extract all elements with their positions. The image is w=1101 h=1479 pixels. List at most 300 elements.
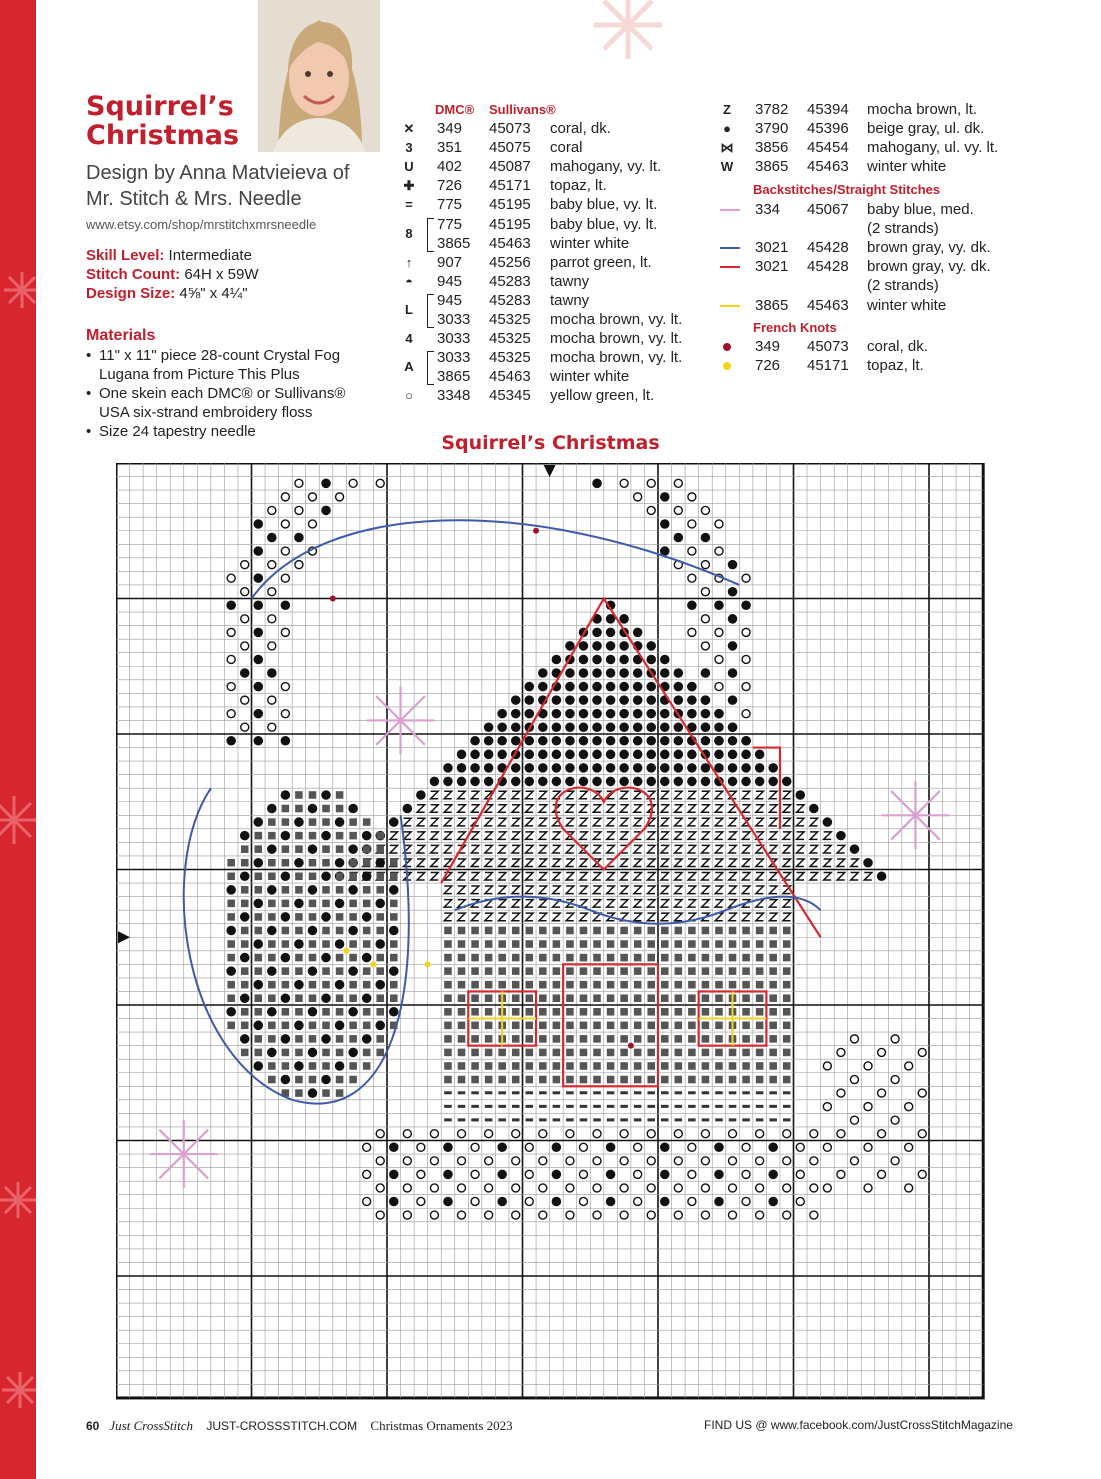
stitch-dark <box>619 709 629 719</box>
key-row <box>402 329 702 348</box>
stitch-brown <box>241 859 249 867</box>
stitch-brown <box>363 1049 371 1057</box>
stitch-brown <box>227 1022 235 1030</box>
stitch-dark <box>254 519 264 529</box>
stitch-dark <box>592 750 602 760</box>
stitch-brown <box>566 1076 574 1084</box>
stitch-brown <box>282 900 290 908</box>
materials-heading: Materials <box>86 327 156 344</box>
stitch-blue <box>498 1118 506 1121</box>
stitch-brown <box>349 954 357 962</box>
key-color-name: mocha brown, vy. lt. <box>550 311 683 328</box>
stitch-dark <box>281 736 291 746</box>
stitch-dark <box>646 777 656 787</box>
stitch-dark <box>660 655 670 665</box>
stitch-dark <box>606 641 616 651</box>
stitch-brown <box>607 994 615 1002</box>
stitch-brown <box>526 1022 534 1030</box>
stitch-brown <box>756 954 764 962</box>
stitch-dark <box>741 763 751 773</box>
stitch-brown <box>647 967 655 975</box>
stitch-dark <box>281 953 291 963</box>
stitch-brown <box>471 981 479 989</box>
key-sullivans: 45195 <box>489 196 531 214</box>
stitch-brown <box>363 940 371 948</box>
stitch-dark <box>565 763 575 773</box>
stitch-brown <box>512 981 520 989</box>
stitch-dark <box>863 858 873 868</box>
stitch-brown <box>498 940 506 948</box>
stitch-brown <box>512 1008 520 1016</box>
stitch-blue <box>661 1118 669 1121</box>
stitch-dark <box>579 722 589 732</box>
stitch-dark <box>294 533 304 543</box>
stitch-brown <box>553 927 561 935</box>
stitch-dark <box>592 641 602 651</box>
key-row <box>402 138 702 157</box>
stitch-dark <box>755 750 765 760</box>
stitch-brown <box>485 1076 493 1084</box>
stitch-brown <box>485 994 493 1002</box>
stitch-blue <box>647 1091 655 1094</box>
stitch-brown <box>268 873 276 881</box>
stitch-brown <box>322 967 330 975</box>
stitch-brown <box>282 981 290 989</box>
key-sullivans: 45087 <box>489 158 531 176</box>
stitch-brown <box>593 1062 601 1070</box>
stitch-brown <box>268 994 276 1002</box>
stitch-brown <box>458 1022 466 1030</box>
stitch-dark <box>619 614 629 624</box>
stitch-brown <box>675 954 683 962</box>
stitch-brown <box>322 805 330 813</box>
stitch-brown <box>715 1035 723 1043</box>
stitch-brown <box>742 1062 750 1070</box>
stitch-blue <box>471 1091 479 1094</box>
stitch-brown <box>729 981 737 989</box>
stitch-dark <box>321 831 331 841</box>
stitch-brown <box>376 1035 384 1043</box>
stitch-brown <box>742 1076 750 1084</box>
stitch-dark <box>768 1170 778 1180</box>
stitch-dark <box>525 695 535 705</box>
key-color-name: brown gray, vy. dk. <box>867 258 991 276</box>
stitch-dark <box>646 763 656 773</box>
stitch-brown <box>539 1062 547 1070</box>
stitch-brown <box>634 1035 642 1043</box>
key-dmc: 349 <box>437 120 463 137</box>
stitch-blue <box>512 1091 520 1094</box>
stitch-brown <box>268 940 276 948</box>
stitch-dark <box>525 682 535 692</box>
stitch-dark <box>660 1170 670 1180</box>
stitch-brown <box>742 927 750 935</box>
stitch-brown <box>282 1008 290 1016</box>
stitch-dark <box>457 763 467 773</box>
key-dmc: 3790 <box>755 120 789 138</box>
stitch-brown <box>376 873 384 881</box>
stitch-brown <box>485 1035 493 1043</box>
sullivans-header: Sullivans® <box>489 102 556 117</box>
stitch-dark <box>294 1021 304 1031</box>
stitch-brown <box>688 1008 696 1016</box>
stitch-blue <box>566 1091 574 1094</box>
stitch-dark <box>579 736 589 746</box>
stitch-brown <box>526 1035 534 1043</box>
stitch-blue <box>715 1091 723 1094</box>
stitch-brown <box>688 927 696 935</box>
stitch-dark <box>646 722 656 732</box>
stitch-dark <box>267 844 277 854</box>
stitch-brown <box>580 1076 588 1084</box>
stitch-dark <box>497 750 507 760</box>
stitch-brown <box>363 900 371 908</box>
stitch-brown <box>688 1076 696 1084</box>
stitch-dark <box>294 899 304 909</box>
stitch-brown <box>675 1022 683 1030</box>
stitch-brown <box>268 1062 276 1070</box>
stitch-blue <box>647 1105 655 1108</box>
stitch-dark <box>552 709 562 719</box>
stitch-brown <box>742 1008 750 1016</box>
stitch-dark <box>728 587 738 597</box>
stitch-brown <box>376 845 384 853</box>
stitch-dark <box>281 790 291 800</box>
stitch-brown <box>295 832 303 840</box>
stitch-brown <box>241 1022 249 1030</box>
key-dmc: 775 <box>437 215 463 233</box>
stitch-blue <box>647 1118 655 1121</box>
stitch-brown <box>349 1076 357 1084</box>
key-color-name: mahogany, vy. lt. <box>550 158 662 176</box>
stitch-dark <box>281 993 291 1003</box>
stitch-dark <box>538 722 548 732</box>
stitch-blue <box>580 1118 588 1121</box>
stitch-brown <box>363 818 371 826</box>
stitch-brown <box>580 954 588 962</box>
key-sullivans: 45463 <box>807 296 849 314</box>
stitch-brown <box>702 981 710 989</box>
stitch-dark <box>579 668 589 678</box>
stitch-dark <box>308 1048 318 1058</box>
stitch-brown <box>471 1022 479 1030</box>
stitch-brown <box>471 967 479 975</box>
stitch-dark <box>633 709 643 719</box>
key-sullivans: 45463 <box>489 234 531 252</box>
stitch-brown <box>769 1076 777 1084</box>
stitch-blue <box>769 1118 777 1121</box>
stitch-blue <box>715 1118 723 1121</box>
stitch-blue <box>607 1105 615 1108</box>
stitch-brown <box>661 1076 669 1084</box>
stitch-dark <box>321 1075 331 1085</box>
stitch-brown <box>620 1062 628 1070</box>
stitch-brown <box>227 873 235 881</box>
stitch-brown <box>688 981 696 989</box>
stitch-brown <box>282 927 290 935</box>
stitch-brown <box>282 859 290 867</box>
stitch-dark <box>606 1143 616 1153</box>
color-key-right <box>720 100 1030 390</box>
stitch-brown <box>634 1008 642 1016</box>
stitch-brown <box>349 981 357 989</box>
stitch-brown <box>783 994 791 1002</box>
stitch-dark <box>741 736 751 746</box>
stitch-brown <box>580 1022 588 1030</box>
stitch-dark <box>579 777 589 787</box>
stitch-brown <box>309 940 317 948</box>
key-dmc: 775 <box>437 196 463 214</box>
french-knot-row <box>720 337 1030 356</box>
stitch-brown <box>702 1022 710 1030</box>
stitch-brown <box>336 886 344 894</box>
stitch-dark <box>470 750 480 760</box>
key-symbol: 8 <box>405 225 413 241</box>
stitch-brown <box>580 1062 588 1070</box>
stitch-dark <box>511 709 521 719</box>
stitch-brown <box>756 1062 764 1070</box>
stitch-brown <box>553 1022 561 1030</box>
stitch-brown <box>322 845 330 853</box>
stitch-dark <box>525 763 535 773</box>
stitch-dark <box>267 885 277 895</box>
stitch-dark <box>755 763 765 773</box>
stitch-dark <box>294 858 304 868</box>
stitch-brown <box>241 886 249 894</box>
stitch-dark <box>606 777 616 787</box>
stitch-dark <box>254 628 264 638</box>
stitch-dark <box>362 831 372 841</box>
stitch-dark <box>335 939 345 949</box>
stitch-brown <box>309 1076 317 1084</box>
stitch-brown <box>268 913 276 921</box>
stitch-brown <box>376 1008 384 1016</box>
stitch-dark <box>782 777 792 787</box>
stitch-brown <box>498 954 506 962</box>
stitch-dark <box>375 899 385 909</box>
stitch-brown <box>702 994 710 1002</box>
stitch-dark <box>470 777 480 787</box>
stitch-brown <box>268 954 276 962</box>
stitch-dark <box>335 1021 345 1031</box>
stitch-dark <box>579 750 589 760</box>
stitch-brown <box>309 900 317 908</box>
stitch-dark <box>633 668 643 678</box>
stitch-brown <box>647 954 655 962</box>
stitch-dark <box>728 695 738 705</box>
stitch-brown <box>227 981 235 989</box>
key-color-name: parrot green, lt. <box>550 253 652 271</box>
stitch-dark <box>728 750 738 760</box>
stitch-brown <box>322 927 330 935</box>
key-color-name: winter white <box>867 158 947 176</box>
stitch-brown <box>526 994 534 1002</box>
stitch-brown <box>729 1062 737 1070</box>
stitch-blue <box>661 1105 669 1108</box>
stitch-brown <box>526 1062 534 1070</box>
stitch-brown <box>634 940 642 948</box>
stitch-dark <box>809 804 819 814</box>
stitch-brown <box>241 845 249 853</box>
stitch-brown <box>715 1076 723 1084</box>
stitch-dark <box>389 1170 399 1180</box>
stitch-dark <box>321 993 331 1003</box>
key-sullivans: 45454 <box>807 139 849 157</box>
stitch-brown <box>647 1076 655 1084</box>
key-sullivans: 45195 <box>489 215 531 233</box>
stitch-brown <box>336 994 344 1002</box>
key-color-name: brown gray, vy. dk. <box>867 239 991 257</box>
stitch-brown <box>444 954 452 962</box>
footer-facebook[interactable]: FIND US @ www.facebook.com/JustCrossStitchMagazine <box>704 1418 1013 1432</box>
stitch-dark <box>728 736 738 746</box>
stitch-brown <box>336 1089 344 1097</box>
key-row <box>402 310 702 329</box>
design-size <box>86 284 259 303</box>
stitch-dark <box>511 736 521 746</box>
stitch-brown <box>512 1049 520 1057</box>
stitch-dark <box>619 722 629 732</box>
key-symbol: ✕ <box>403 121 415 136</box>
stitch-blue <box>512 1105 520 1108</box>
stitch-brown <box>675 1076 683 1084</box>
stitch-brown <box>756 981 764 989</box>
stitch-brown <box>295 954 303 962</box>
stitch-brown <box>268 859 276 867</box>
stitch-brown <box>553 1049 561 1057</box>
key-symbol: ⋈ <box>720 140 734 156</box>
key-sullivans: 45463 <box>807 158 849 176</box>
stitch-dark <box>497 1143 507 1153</box>
key-dmc: 334 <box>755 201 781 218</box>
snowflake-decoration-icon <box>0 0 36 1479</box>
stitch-brown <box>336 967 344 975</box>
stitch-brown <box>756 994 764 1002</box>
stitch-blue <box>634 1118 642 1121</box>
stitch-brown <box>647 1062 655 1070</box>
stitch-dark <box>619 763 629 773</box>
stitch-brown <box>715 981 723 989</box>
stitch-brown <box>580 940 588 948</box>
stitch-dark <box>674 777 684 787</box>
stitch-brown <box>255 845 263 853</box>
stitch-brown <box>282 845 290 853</box>
stitch-brown <box>458 967 466 975</box>
stitch-dark <box>633 777 643 787</box>
stitch-dark <box>375 939 385 949</box>
key-dmc: 726 <box>755 357 781 375</box>
stitch-blue <box>702 1091 710 1094</box>
stitch-brown <box>715 927 723 935</box>
stitch-brown <box>688 940 696 948</box>
key-color-name: winter white <box>550 368 630 386</box>
stitch-brown <box>539 1008 547 1016</box>
stitch-dark <box>687 777 697 787</box>
stitch-brown <box>322 1049 330 1057</box>
stitch-brown <box>309 791 317 799</box>
stitch-dark <box>281 601 291 611</box>
stitch-brown <box>295 927 303 935</box>
stitch-brown <box>607 1022 615 1030</box>
stitch-dark <box>362 872 372 882</box>
stitch-brown <box>444 940 452 948</box>
stitch-brown <box>647 1022 655 1030</box>
stitch-dark <box>741 601 751 611</box>
stitch-blue <box>485 1105 493 1108</box>
stitch-dark <box>701 709 711 719</box>
stitch-dark <box>254 736 264 746</box>
stitch-blue <box>580 1105 588 1108</box>
backstitch-swatch <box>720 209 740 211</box>
stitch-brown <box>634 994 642 1002</box>
stitch-brown <box>580 994 588 1002</box>
stitch-brown <box>566 1062 574 1070</box>
stitch-blue <box>620 1091 628 1094</box>
stitch-brown <box>742 994 750 1002</box>
stitch-brown <box>349 1022 357 1030</box>
stitch-brown <box>702 927 710 935</box>
stitch-brown <box>282 940 290 948</box>
stitch-dark <box>606 668 616 678</box>
stitch-dark <box>484 777 494 787</box>
stitch-brown <box>539 1049 547 1057</box>
stitch-brown <box>282 886 290 894</box>
stitch-blue <box>553 1118 561 1121</box>
key-sullivans: 45325 <box>489 330 531 348</box>
key-row <box>402 119 702 138</box>
key-color-name: winter white <box>867 296 947 314</box>
magazine-site[interactable]: JUST-CROSSSTITCH.COM <box>206 1419 358 1433</box>
stitch-brown <box>471 940 479 948</box>
stitch-brown <box>255 1008 263 1016</box>
stitch-brown <box>268 981 276 989</box>
stitch-dark <box>552 1197 562 1207</box>
key-row <box>402 176 702 195</box>
stitch-dark <box>660 1143 670 1153</box>
stitch-brown <box>295 1035 303 1043</box>
stitch-brown <box>742 967 750 975</box>
stitch-dark <box>633 628 643 638</box>
stitch-dark <box>497 1197 507 1207</box>
stitch-blue <box>742 1118 750 1121</box>
stitch-brown <box>485 927 493 935</box>
stitch-brown <box>498 927 506 935</box>
stitch-dark <box>335 899 345 909</box>
stitch-dark <box>226 966 236 976</box>
stitch-dark <box>565 736 575 746</box>
stitch-dark <box>619 641 629 651</box>
stitch-brown <box>566 927 574 935</box>
stitch-brown <box>688 967 696 975</box>
backstitch-swatch <box>720 305 740 307</box>
key-row <box>402 195 702 214</box>
stitch-blue <box>783 1118 791 1121</box>
stitch-dark <box>362 953 372 963</box>
stitch-dark <box>741 777 751 787</box>
designer-url[interactable]: www.etsy.com/shop/mrstitchxmrsneedle <box>86 217 317 232</box>
stitch-brown <box>553 967 561 975</box>
stitch-dark <box>240 831 250 841</box>
stitch-brown <box>675 1008 683 1016</box>
stitch-blue <box>553 1091 561 1094</box>
stitch-brown <box>661 1035 669 1043</box>
stitch-dark <box>430 777 440 787</box>
stitch-brown <box>336 873 344 881</box>
stitch-brown <box>769 927 777 935</box>
stitch-dark <box>592 628 602 638</box>
stitch-brown <box>526 1049 534 1057</box>
stitch-blue <box>620 1105 628 1108</box>
